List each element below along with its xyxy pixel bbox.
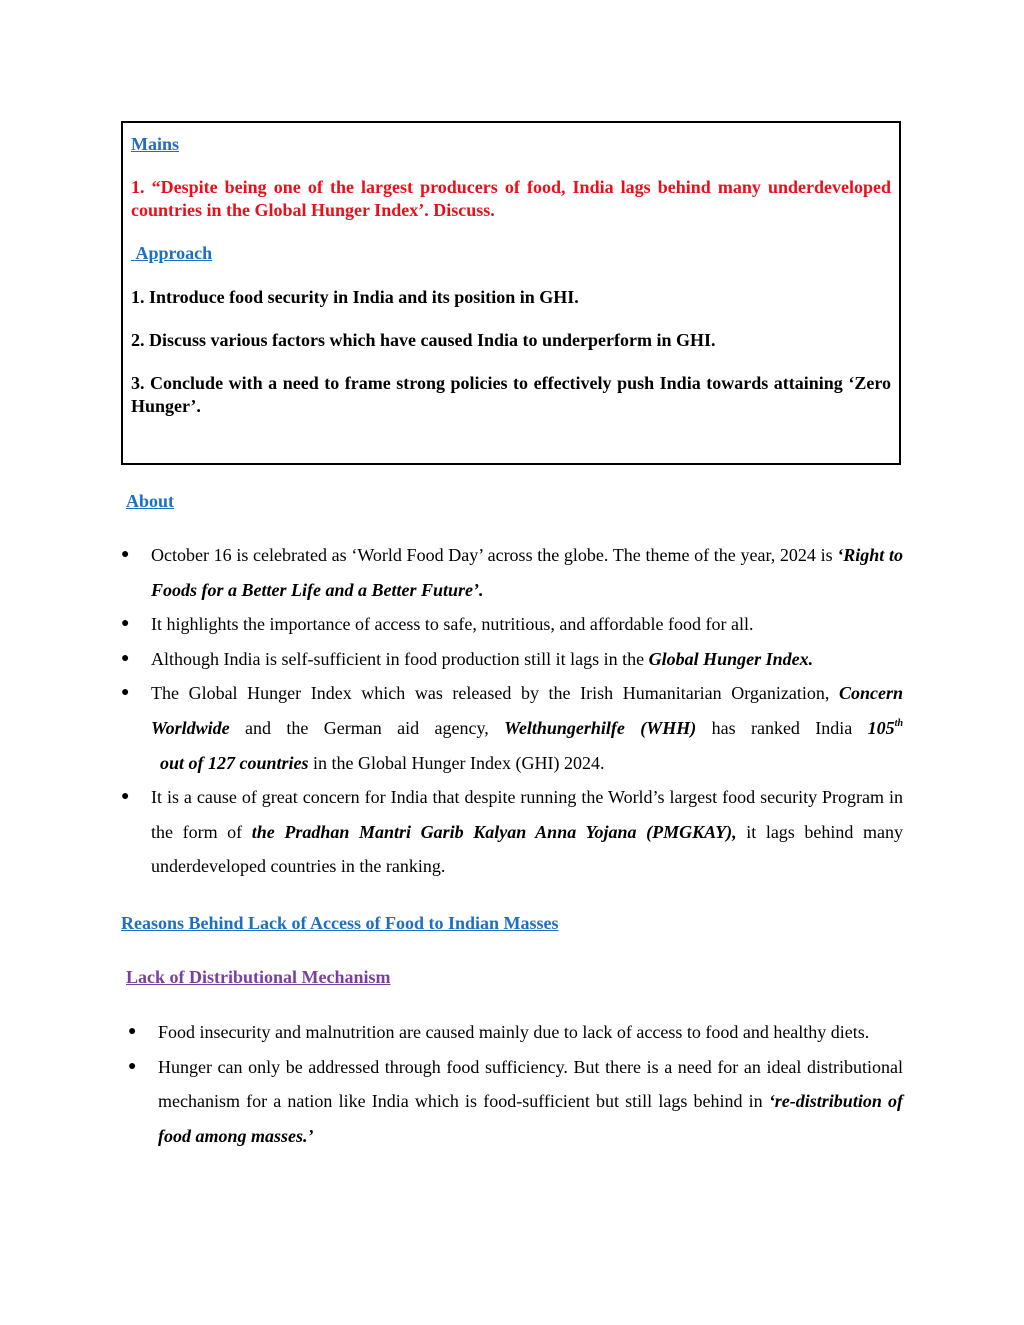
distribution-bullet-1-text: Food insecurity and malnutrition are caused mainly due to lack of access to food and healthy diets. xyxy=(158,1022,870,1042)
about-bullet-4-text-1: The Global Hunger Index which was released by the Irish Humanitarian Organization, xyxy=(151,683,839,704)
about-bullet-5-pmgkay: the Pradhan Mantri Garib Kalyan Anna Yojana (PMGKAY), xyxy=(251,821,737,842)
about-bullet-3-ghi: Global Hunger Index. xyxy=(648,648,814,669)
approach-link[interactable] xyxy=(131,243,212,263)
bullet-icon: ● xyxy=(128,1024,137,1039)
about-bullet-2-text: It highlights the importance of access to safe, nutritious, and affordable food for all. xyxy=(151,614,754,635)
about-heading xyxy=(126,490,174,513)
distribution-link[interactable]: Lack of Distributional Mechanism xyxy=(126,967,391,987)
mains-question: 1. “Despite being one of the largest producers of food, India lags behind many underdeveloped countries in the Global Hunger Index’. Discuss. xyxy=(131,177,891,220)
about-bullet-5-text-2: it lags behind many underdeveloped countries in the ranking. xyxy=(151,821,903,877)
distribution-bullet-1 xyxy=(128,1015,903,1050)
about-bullet-4-concern: Concern Worldwide xyxy=(151,683,903,738)
bullet-icon: ● xyxy=(121,616,130,632)
about-bullet-4-rank: 105 xyxy=(867,717,895,738)
reasons-heading xyxy=(121,912,559,935)
about-bullet-3 xyxy=(121,642,903,677)
reasons-link[interactable]: Reasons Behind Lack of Access of Food to Indian Masses xyxy=(121,913,559,933)
about-bullet-2 xyxy=(121,607,903,642)
approach-link-text: Approach xyxy=(135,243,213,263)
distribution-bullet-2 xyxy=(128,1050,903,1154)
mains-link[interactable]: Mains xyxy=(131,134,180,154)
about-bullet-4-text-3: has ranked India xyxy=(696,717,868,738)
about-bullet-4-countries: out of 127 countries xyxy=(151,752,309,773)
distribution-subheading xyxy=(126,966,391,989)
about-bullet-4-text-2: and the German aid agency, xyxy=(229,717,505,738)
distribution-bullet-2-text: Hunger can only be addressed through food sufficiency. But there is a need for an ideal distributional mechanism for a nation like India which is food-sufficient but still lags behind in xyxy=(158,1056,903,1112)
mains-label-paragraph xyxy=(131,133,891,156)
about-link[interactable]: About xyxy=(126,491,175,511)
mains-question-box xyxy=(121,121,901,465)
bullet-icon: ● xyxy=(121,685,130,701)
about-bullet-5 xyxy=(121,780,903,884)
about-bullet-1-theme: ‘Right to Foods for a Better Life and a Better Future’. xyxy=(151,545,903,600)
approach-step-3: 3. Conclude with a need to frame strong policies to effectively push India towards attaining ‘Zero Hunger’. xyxy=(131,373,891,416)
distribution-bullet-2-emphasis: ‘re-distribution of food among masses.’ xyxy=(158,1091,903,1146)
about-bullet-4-whh: Welthungerhilfe (WHH) xyxy=(504,717,697,738)
bullet-icon: ● xyxy=(121,650,130,666)
bullet-icon: ● xyxy=(121,547,130,562)
about-bullet-5-text-1: It is a cause of great concern for India that despite running the World’s largest food security Program in the form of xyxy=(151,787,903,842)
approach-step-1: 1. Introduce food security in India and its position in GHI. xyxy=(131,287,579,307)
about-bullet-list xyxy=(121,538,903,884)
about-bullet-3-text: Although India is self-sufficient in food production still it lags in the xyxy=(151,648,649,669)
about-bullet-4 xyxy=(121,676,903,780)
about-bullet-4-rank-suffix: th xyxy=(894,717,904,729)
about-bullet-1 xyxy=(121,538,903,607)
approach-label-paragraph xyxy=(131,242,891,265)
about-bullet-4-text-4: in the Global Hunger Index (GHI) 2024. xyxy=(308,752,605,773)
bullet-icon: ● xyxy=(128,1058,137,1074)
distribution-bullet-list xyxy=(128,1015,903,1153)
approach-step-2: 2. Discuss various factors which have caused India to underperform in GHI. xyxy=(131,330,716,350)
about-bullet-1-text: October 16 is celebrated as ‘World Food Day’ across the globe. The theme of the year, 2024 is xyxy=(151,545,838,565)
bullet-icon: ● xyxy=(121,789,130,805)
